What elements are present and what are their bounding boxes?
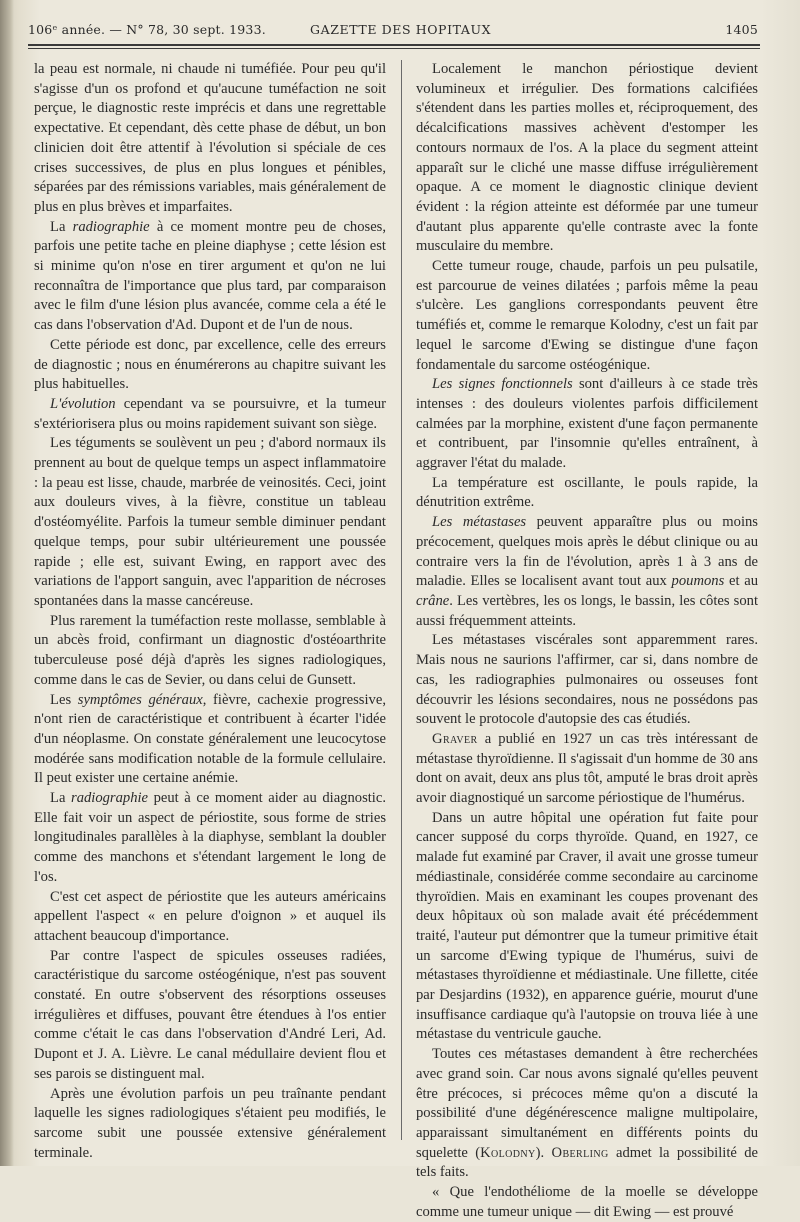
right-column [416, 60, 758, 1222]
column-divider [401, 60, 402, 1140]
paragraph: C'est cet aspect de périostite que les auteurs américains appellent l'aspect « en pelure d'oignon » et auquel ils attachent beaucoup d'importance. [34, 888, 386, 944]
paragraph: Cette tumeur rouge, chaude, parfois un peu pulsatile, est parcourue de veines dilatées ; parfois même la peau s'ulcère. Les ganglions correspondants peuvent être tuméfiés et, comme le remarque Kolodny, c'est un fait par lequel le sarcome d'Ewing se distingue d'une façon fondamentale du sarcome ostéogénique. [416, 258, 758, 373]
paragraph: Après une évolution parfois un peu traînante pendant laquelle les signes radiologiques s'étaient peu modifiés, le sarcome subit une poussée extensive généralement terminale. [34, 1085, 386, 1161]
paragraph: Localement le manchon périostique devient volumineux et irrégulier. Des formations calcifiées s'étendent dans les parties molles et, réciproquement, des décalcifications massives achèvent d'estomper les contours normaux de l'os. A la place du segment atteint apparaît sur le cliché une masse diffuse irrégulièrement opaque. A ce moment le diagnostic clinique devient évident : la région atteinte est déformée par une tumeur d'autant plus apparente qu'elle contraste avec la fonte musculaire du membre. [416, 61, 758, 255]
paragraph: Toutes ces métastases demandent à être recherchées avec grand soin. Car nous avons signalé qu'elles peuvent être précoces, si précoces même qu'on a discuté la possibilité d'une dégénérescence maligne multipolaire, apparaissant simultanément en différents points du squelette (Kolodny). Oberling admet la possibilité de tels faits. [416, 1046, 758, 1181]
header-journal-title: GAZETTE DES HOPITAUX [310, 22, 492, 37]
header-page-number: 1405 [725, 22, 758, 37]
paragraph: Dans un autre hôpital une opération fut faite pour cancer supposé du corps thyroïde. Quand, en 1927, ce malade fut examiné par Craver, il avait une grosse tumeur médiastinale, considérée comme secondaire au carcinome thyroïdien. Mais en examinant les coupes provenant des deux hôpitaux où son malade avait été précédemment traité, l'auteur put démontrer que la tumeur primitive était un sarcome d'Ewing typique de l'humérus, suivi de métastases thyroïdienne et médiastinale. Une fillette, citée par Desjardins (1932), en apparence guérie, mourut d'une insuffisance cardiaque qu'à l'autopsie on trouva liée à une métastase du ventricule gauche. [416, 809, 758, 1043]
paragraph: Les métastases viscérales sont apparemment rares. Mais nous ne saurions l'affirmer, car si, dans nombre de cas, les radiographies pulmonaires ou osseuses font découvrir les lésions secondaires, nous ne possédons pas souvent le protocole d'autopsie des cas étudiés. [416, 632, 758, 728]
page-header [28, 22, 758, 42]
paragraph: Par contre l'aspect de spicules osseuses radiées, caractéristique du sarcome ostéogénique, n'est pas souvent constaté. En outre s'observent des résorptions osseuses irrégulières et diffuses, pouvant être étendues à l'os entier comme c'était le cas dans l'observation d'André Leri, Ad. Dupont et J. A. Lièvre. Le canal médullaire devient flou et ses parois se distinguent mal. [34, 947, 386, 1082]
paragraph: Les téguments se soulèvent un peu ; d'abord normaux ils prennent au bout de quelque temps un aspect inflammatoire : la peau est lisse, chaude, marbrée de veinosités. Ceci, joint aux douleurs vives, à la fièvre, constitue un tableau d'ostéomyélite. Parfois la tumeur semble diminuer pendant quelque temps, pour subir ultérieurement une poussée rapide ; elle est, suivant Ewing, en rapport avec des variations de l'apport sanguin, avec l'apparition de nécroses spontanées dans la masse cancéreuse. [34, 435, 386, 609]
paragraph: Graver a publié en 1927 un cas très intéressant de métastase thyroïdienne. Il s'agissait d'un homme de 30 ans dont on avait, deux ans plus tôt, amputé le bras droit après avoir diagnostiqué un sarcome périostique de l'humérus. [416, 730, 758, 807]
paragraph: La température est oscillante, le pouls rapide, la dénutrition extrême. [416, 474, 758, 511]
paragraph: Plus rarement la tuméfaction reste mollasse, semblable à un abcès froid, confirmant un diagnostic d'ostéoarthrite tuberculeuse posé déjà d'après les signes radiologiques, comme dans le cas de Sevier, ou dans celui de Gunsett. [34, 612, 386, 688]
paragraph: L'évolution cependant va se poursuivre, et la tumeur s'extériorisera plus ou moins rapidement suivant son siège. [34, 395, 386, 432]
paragraph: Les signes fonctionnels sont d'ailleurs à ce stade très intenses : des douleurs violentes parfois difficilement calmées par la morphine, existent d'une façon permanente et contribuent, par l'insomnie qu'elles entraînent, à aggraver l'état du malade. [416, 376, 758, 472]
left-column [34, 60, 386, 1163]
paragraph: Les métastases peuvent apparaître plus ou moins précocement, quelques mois après le début clinique ou au contraire vers la fin de l'évolution, après 1 à 3 ans de maladie. Elles se localisent avant tout aux poumons et au crâne. Les vertèbres, les os longs, le bassin, les côtes sont aussi fréquemment atteints. [416, 514, 759, 629]
paragraph: Cette période est donc, par excellence, celle des erreurs de diagnostic ; nous en énumérerons au chapitre suivant les plus habituelles. [34, 336, 386, 393]
page-binding-shadow [0, 0, 14, 1166]
paragraph: la peau est normale, ni chaude ni tuméfiée. Pour peu qu'il s'agisse d'un os profond et qu'aucune tuméfaction ne soit perçue, le diagnostic reste imprécis et dans une regrettable expectative. Et cependant, dès cette phase de début, un bon clinicien doit être attentif à l'évolution si spéciale de ces crises successives, de plus en plus longues et pénibles, séparées par des rémissions variables, mais généralement de plus en plus brèves et imparfaites. [34, 61, 386, 215]
paragraph: La radiographie à ce moment montre peu de choses, parfois une petite tache en pleine diaphyse ; cette lésion est si minime qu'on n'ose en tirer argument et qu'on ne lui reconnaîtra de l'importance que plus tard, par comparaison avec le film d'une lésion plus avancée, comme cela a été le cas dans l'observation d'Ad. Dupont et de l'un de nous. [34, 218, 386, 334]
paragraph: « Que l'endothéliome de la moelle se développe comme une tumeur unique — dit Ewing — est prouvé [416, 1184, 758, 1220]
paragraph: La radiographie peut à ce moment aider au diagnostic. Elle fait voir un aspect de périostite, sous forme de stries longitudinales parallèles à la diaphyse, semblant la doubler comme des manchons et s'étendant largement le long de l'os. [34, 790, 386, 885]
paragraph: Les symptômes généraux, fièvre, cachexie progressive, n'ont rien de caractéristique et contribuent à écarter l'idée d'un néoplasme. On constate généralement une leucocytose modérée sans modification notable de la formule cellulaire. Il peut exister une certaine anémie. [34, 691, 386, 787]
header-issue: 106ᵉ année. — N° 78, 30 sept. 1933. [28, 22, 266, 37]
header-rule [28, 44, 760, 49]
